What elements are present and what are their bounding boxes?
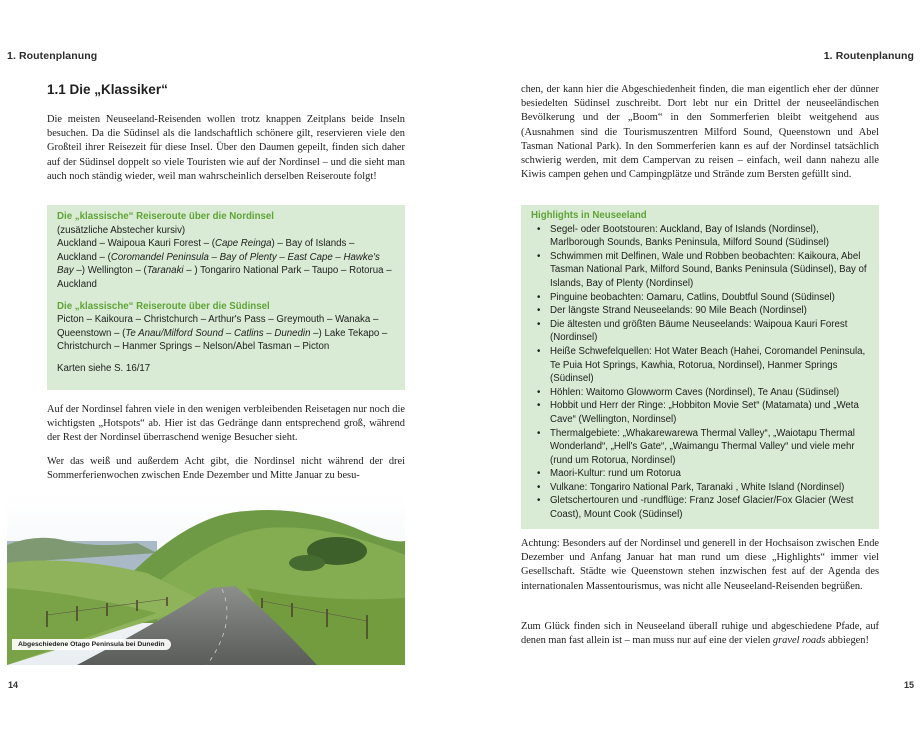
highlights-title: Highlights in Neuseeland: [531, 210, 647, 221]
list-item: • Thermalgebiete: „Whakarewarewa Thermal Valley“, „Waiotapu Thermal Wonderland“, „Hell's Gate“, „Waimangu Thermal Valley“ und viele mehr (rund um Rotorua, Nordinsel): [531, 427, 869, 468]
list-item: • Höhlen: Waitomo Glowworm Caves (Nordinsel), Te Anau (Südinsel): [531, 386, 869, 400]
paragraph-achtung: Achtung: Besonders auf der Nordinsel und generell in der Hochsaison zwischen Ende Dezember und Anfang Januar hat man rund um diese „Highlights“ immer viel Gesellschaft. Städte wie Queenstown stehen inzwischen fest auf der Agenda des internationalen Massentourismus, was nicht alle Neuseeland-Reisenden begrüßen.: [521, 538, 879, 592]
list-item: • Schwimmen mit Delfinen, Wale und Robben beobachten: Kaikoura, Abel Tasman National Park, Milford Sound, Banks Peninsula (Südinsel), Bay of Islands, Bay of Plenty (Nordinsel): [531, 250, 869, 291]
intro-paragraph: Die meisten Neuseeland-Reisenden wollen trotz knappen Zeitplans beide Inseln besuchen. Da die Südinsel als die landschaftlich schönere gilt, reservieren viele den Großteil ihrer Reisezeit für diese Insel. Über den Daumen gepeilt, finden sich daher auf der Südinsel doppelt so viele Touristen wie auf der Nordinsel – und die sieht man auch noch ständig wieder, weil man wahrscheinlich derselben Reiseroute folgt!: [47, 114, 405, 182]
continuation-paragraph: chen, der kann hier die Abgeschiedenheit finden, die man eigentlich eher der dünner besiedelten Südinsel zuschreibt. Dort lebt nur ein Drittel der neuseeländischen Bevölkerung und der „Boom“ in den Sommerferien bleibt weitgehend aus (Ausnahmen sind die Tourismuszentren Milford Sound, Queenstown und Abel Tasman National Park). In den Sommerferien kann es auf der Nordinsel tatsächlich schwierig werden, mit dem Campervan zu reisen – einfach, weil dann nahezu alle Kiwis campen gehen und Campingplätze und Strände zum Bersten gefüllt sind.: [521, 84, 879, 181]
list-item: • Pinguine beobachten: Oamaru, Catlins, Doubtful Sound (Südinsel): [531, 291, 869, 305]
north-route-title: Die „klassische“ Reiseroute über die Nordinsel: [57, 211, 274, 222]
south-route-block: [57, 300, 395, 354]
highlights-box: [521, 205, 879, 529]
highlights-list: [531, 223, 869, 522]
list-item: • Die ältesten und größten Bäume Neuseelands: Waipoua Kauri Forest (Nordinsel): [531, 318, 869, 345]
running-head-right: 1. Routenplanung: [823, 50, 914, 62]
list-item: • Vulkane: Tongariro National Park, Taranaki , White Island (Nordinsel): [531, 481, 869, 495]
list-item: • Hobbit und Herr der Ringe: „Hobbiton Movie Set“ (Matamata) und „Weta Cave“ (Wellington, Nordinsel): [531, 399, 869, 426]
page-number-left: 14: [8, 680, 19, 690]
list-item: • Gletschertouren und -rundflüge: Franz Josef Glacier/Fox Glacier (West Coast), Mount Cook (Südinsel): [531, 494, 869, 521]
list-item: • Maori-Kultur: rund um Rotorua: [531, 467, 869, 481]
classic-routes-box: [47, 205, 405, 390]
north-route-text: Auckland – Waipoua Kauri Forest – (Cape Reinga) – Bay of Islands – Auckland – (Coromandel Peninsula – Bay of Plenty – East Cape – Hawke's Bay –) Wellington – (Taranaki – ) Tongariro National Park – Taupo – Rotorua – Auckland: [57, 238, 392, 290]
south-route-title: Die „klassische“ Reiseroute über die Südinsel: [57, 300, 270, 312]
paragraph-gravel-roads: Zum Glück finden sich in Neuseeland überall ruhige und abgeschiedene Pfade, auf denen man fast allein ist – man muss nur auf eine der vielen gravel roads abbiegen!: [521, 621, 879, 647]
list-item: • Der längste Strand Neuseelands: 90 Mile Beach (Nordinsel): [531, 304, 869, 318]
paragraph-north-island-tip: Wer das weiß und außerdem Acht gibt, die Nordinsel nicht während der drei Sommerferienwochen zwischen Ende Dezember und Mitte Januar zu besu-: [47, 456, 405, 482]
south-route-text: Picton – Kaikoura – Christchurch – Arthur's Pass – Greymouth – Wanaka – Queenstown – (Te Anau/Milford Sound – Catlins – Dunedin –) Lake Tekapo – Christchurch – Hanmer Springs – Nelson/Abel Tasman – Picton: [57, 314, 388, 353]
north-route-block: [57, 210, 395, 292]
list-item: • Segel- oder Bootstouren: Auckland, Bay of Islands (Nordinsel), Marlborough Sounds, Banks Peninsula, Milford Sound (Südinsel): [531, 223, 869, 250]
north-route-note: (zusätzliche Abstecher kursiv): [57, 224, 186, 236]
list-item: • Heiße Schwefelquellen: Hot Water Beach (Hahei, Coromandel Peninsula, Te Puia Hot Springs, Kawhia, Rotorua, Nordinsel), Hanmer Springs (Südinsel): [531, 345, 869, 386]
section-title: 1.1 Die „Klassiker“: [47, 82, 168, 97]
paragraph-hotspots: Auf der Nordinsel fahren viele in den wenigen verbleibenden Reisetagen nur noch die wichtigsten „Hotspots“ ab. Hier ist das Gedränge dann entsprechend groß, während der Rest der Nordinsel überraschend wenige Besucher sieht.: [47, 404, 405, 444]
photo-caption: Abgeschiedene Otago Peninsula bei Dunedin: [12, 639, 171, 650]
page-number-right: 15: [903, 680, 914, 690]
maps-note: Karten siehe S. 16/17: [57, 362, 151, 374]
running-head-left: 1. Routenplanung: [7, 50, 98, 62]
